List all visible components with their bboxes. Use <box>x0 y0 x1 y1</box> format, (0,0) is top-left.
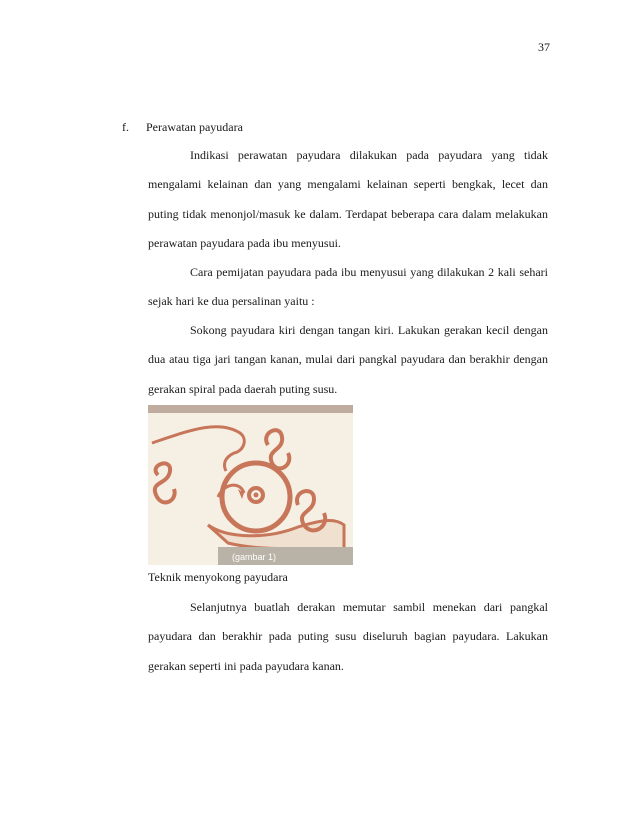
section-title: Perawatan payudara <box>146 120 243 134</box>
paragraph <box>148 593 548 681</box>
paragraph-text: Indikasi perawatan payudara dilakukan pada payudara yang tidak mengalami kelainan dan yang mengalami kelainan seperti bengkak, lecet dan puting tidak menonjol/masuk ke dalam. Terdapat beberapa cara dalam melakukan perawatan payudara pada ibu menyusui. <box>148 148 548 250</box>
breast-massage-figure <box>148 405 353 565</box>
paragraph <box>148 258 548 317</box>
section-heading <box>122 120 243 135</box>
figure-label: (gambar 1) <box>232 552 277 562</box>
paragraph-text: Sokong payudara kiri dengan tangan kiri. Lakukan gerakan kecil dengan dua atau tiga jari tangan kanan, mulai dari pangkal payudara dan berakhir dengan gerakan spiral pada daerah puting susu. <box>148 323 548 396</box>
spiral-left <box>155 463 175 502</box>
paragraph-text: Cara pemijatan payudara pada ibu menyusui yang dilakukan 2 kali sehari sejak hari ke dua persalinan yaitu : <box>148 265 548 309</box>
nipple <box>254 493 259 498</box>
paragraph <box>148 141 548 258</box>
figure-caption: Teknik menyokong payudara <box>148 570 288 584</box>
massage-illustration <box>148 405 353 565</box>
section-marker: f. <box>122 120 129 134</box>
figure-top-strip <box>148 405 353 413</box>
page-number: 37 <box>538 40 550 54</box>
paragraph-text: Selanjutnya buatlah derakan memutar sambil menekan dari pangkal payudara dan berakhir pada puting susu diseluruh bagian payudara. Lakukan gerakan seperti ini pada payudara kanan. <box>148 600 548 673</box>
spiral-top <box>266 430 289 468</box>
paragraph <box>148 316 548 404</box>
